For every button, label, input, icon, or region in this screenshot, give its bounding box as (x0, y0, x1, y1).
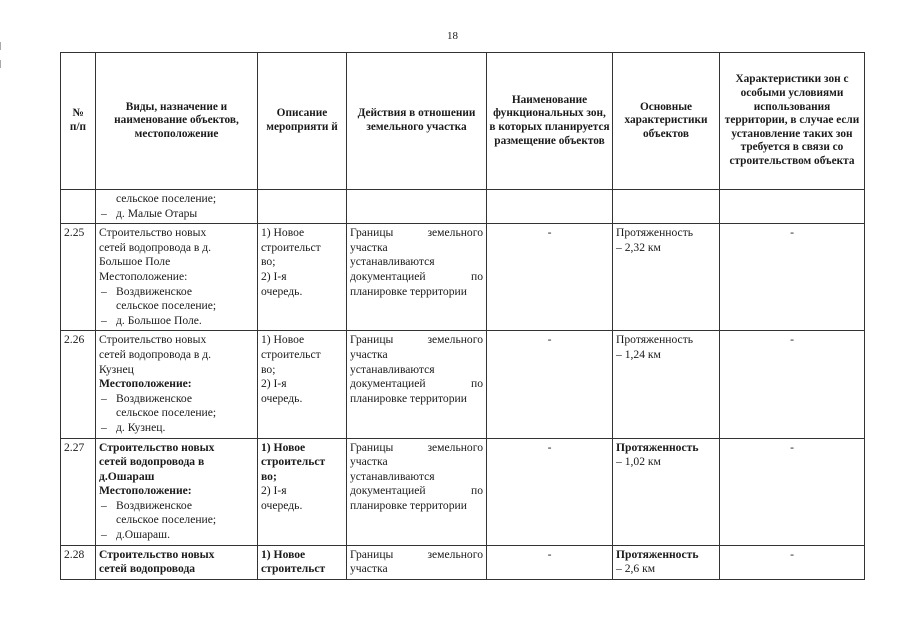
settlement-line: – Воздвиженское (116, 499, 192, 512)
actions-line: Границы земельного (350, 226, 483, 240)
village-line: – д.Ошараш. (116, 528, 170, 541)
header-row (61, 53, 865, 190)
characteristics-line: – 2,6 км (616, 562, 656, 576)
row-number: 2.27 (61, 438, 96, 545)
header-name: Виды, назначение и наименование объектов, местоположение (96, 53, 258, 190)
header-zones: Наименование функциональных зон, в которых планируется размещение объектов (487, 53, 613, 190)
description-line: строительст (261, 347, 321, 361)
settlement-line: сельское поселение; (116, 513, 217, 527)
settlement-line: – Воздвиженское (116, 285, 192, 298)
land-actions (347, 438, 487, 545)
scan-margin-mark (0, 42, 4, 50)
continuation-line: сельское поселение; (116, 192, 217, 205)
title-line: Кузнец (99, 362, 134, 376)
description-line: 2) I-я (261, 269, 287, 283)
actions-line: документацией по (350, 377, 483, 391)
cell-continuation (96, 190, 258, 224)
settlement-line: сельское поселение; (116, 299, 217, 313)
cell-empty (487, 190, 613, 224)
title-line: Строительство новых (99, 547, 215, 561)
object-characteristics (613, 224, 720, 331)
functional-zones: - (487, 545, 613, 579)
actions-line: участка (350, 562, 388, 576)
characteristics-line: – 1,02 км (616, 455, 661, 469)
actions-line: устанавливаются (350, 255, 435, 269)
village-line: – д. Большое Поле. (116, 314, 202, 327)
table-row (61, 224, 865, 331)
location-label: Местоположение: (99, 484, 192, 498)
scan-margin-mark (0, 60, 4, 68)
cell-empty (258, 190, 347, 224)
table-row (61, 438, 865, 545)
cell-empty (61, 190, 96, 224)
location-label: Местоположение: (99, 377, 192, 391)
cell-empty (613, 190, 720, 224)
description-line: во; (261, 469, 277, 483)
description-line: строительст (261, 455, 326, 469)
special-zones: - (720, 224, 865, 331)
characteristics-line: – 2,32 км (616, 240, 661, 254)
header-characteristics: Основные характеристики объектов (613, 53, 720, 190)
land-actions (347, 545, 487, 579)
actions-line: участка (350, 347, 388, 361)
title-line: Строительство новых (99, 333, 207, 347)
actions-line: Границы земельного (350, 333, 483, 347)
description-line: во; (261, 255, 276, 269)
land-actions (347, 331, 487, 438)
settlement-line: сельское поселение; (116, 406, 217, 420)
continuation-row (61, 190, 865, 224)
objects-table (60, 52, 865, 580)
characteristics-line: – 1,24 км (616, 347, 661, 361)
object-name (96, 545, 258, 579)
description-line: строительст (261, 240, 321, 254)
event-description (258, 224, 347, 331)
table-row (61, 545, 865, 579)
header-num: № п/п (61, 53, 96, 190)
header-description: Описание мероприяти й (258, 53, 347, 190)
cell-empty (347, 190, 487, 224)
title-line: сетей водопровода в (99, 455, 205, 469)
header-actions: Действия в отношении земельного участка (347, 53, 487, 190)
object-name (96, 331, 258, 438)
functional-zones: - (487, 224, 613, 331)
settlement-line: – Воздвиженское (116, 392, 192, 405)
title-line: Строительство новых (99, 440, 215, 454)
special-zones: - (720, 331, 865, 438)
description-line: 2) I-я (261, 377, 287, 391)
page-number: 18 (447, 30, 458, 42)
description-line: строительст (261, 562, 326, 576)
description-line: очередь. (261, 498, 303, 512)
actions-line: устанавливаются (350, 469, 435, 483)
special-zones: - (720, 545, 865, 579)
title-line: сетей водопровода в д. (99, 347, 212, 361)
characteristics-line: Протяженность (616, 440, 699, 454)
actions-line: участка (350, 455, 388, 469)
event-description (258, 331, 347, 438)
event-description (258, 438, 347, 545)
actions-line: планировке территории (350, 498, 467, 512)
object-characteristics (613, 545, 720, 579)
row-number: 2.26 (61, 331, 96, 438)
object-characteristics (613, 331, 720, 438)
actions-line: документацией по (350, 484, 483, 498)
title-line: д.Ошараш (99, 469, 155, 483)
actions-line: планировке территории (350, 284, 467, 298)
actions-line: Границы земельного (350, 440, 483, 454)
row-number: 2.25 (61, 224, 96, 331)
description-line: 1) Новое (261, 226, 305, 240)
title-line: сетей водопровода (99, 562, 196, 576)
functional-zones: - (487, 438, 613, 545)
characteristics-line: Протяженность (616, 547, 699, 561)
village-line: – д. Кузнец. (116, 421, 165, 434)
header-special: Характеристики зон с особыми условиями использования территории, в случае если установление таких зон требуется в связи со строительством объекта (720, 53, 865, 190)
continuation-village: – д. Малые Отары (116, 207, 197, 220)
table-row (61, 331, 865, 438)
object-characteristics (613, 438, 720, 545)
description-line: очередь. (261, 284, 303, 298)
title-line: Строительство новых (99, 226, 207, 240)
description-line: 1) Новое (261, 333, 305, 347)
actions-line: устанавливаются (350, 362, 435, 376)
functional-zones: - (487, 331, 613, 438)
object-name (96, 224, 258, 331)
description-line: во; (261, 362, 276, 376)
description-line: очередь. (261, 391, 303, 405)
special-zones: - (720, 438, 865, 545)
characteristics-line: Протяженность (616, 333, 694, 347)
row-number: 2.28 (61, 545, 96, 579)
description-line: 1) Новое (261, 440, 306, 454)
title-line: Большое Поле (99, 255, 171, 269)
object-name (96, 438, 258, 545)
title-line: сетей водопровода в д. (99, 240, 212, 254)
actions-line: участка (350, 240, 388, 254)
event-description (258, 545, 347, 579)
description-line: 2) I-я (261, 484, 287, 498)
location-label: Местоположение: (99, 269, 188, 283)
description-line: 1) Новое (261, 547, 306, 561)
characteristics-line: Протяженность (616, 226, 694, 240)
actions-line: Границы земельного (350, 547, 483, 561)
land-actions (347, 224, 487, 331)
actions-line: документацией по (350, 269, 483, 283)
cell-empty (720, 190, 865, 224)
actions-line: планировке территории (350, 391, 467, 405)
